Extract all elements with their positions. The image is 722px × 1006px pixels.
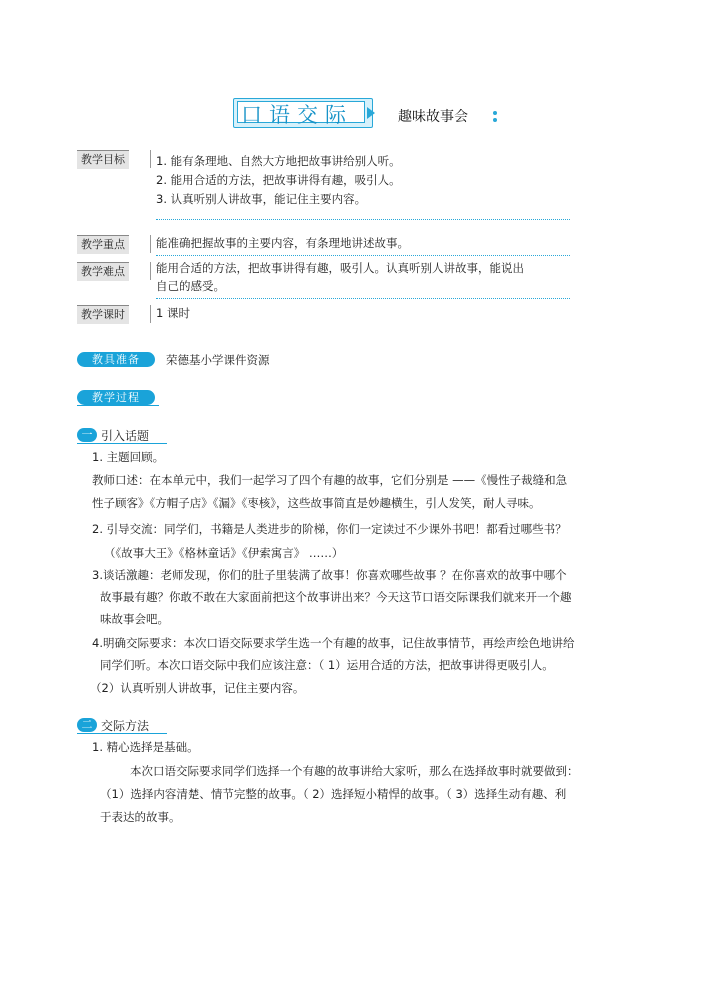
hours-label: 教学课时 [77, 305, 129, 324]
banner-title: 口语交际 [241, 103, 353, 127]
section1-line-3: 性子顾客》《方帽子店》《漏》《枣核》，这些故事简直是妙趣横生，引人发笑，耐人寻味。 [92, 496, 541, 510]
divider-dotted [156, 219, 570, 220]
key-point-separator [150, 235, 151, 253]
section2-line-3: （1）选择内容清楚、情节完整的故事。（ 2）选择短小精悍的故事。（ 3）选择生动有趣、利 [100, 787, 567, 801]
divider-dotted [156, 255, 570, 256]
lesson-subtitle: 趣味故事会 [398, 109, 468, 125]
goal-item-2: 2. 能用合适的方法，把故事讲得有趣，吸引人。 [156, 173, 401, 187]
section1-line-10: 同学们听。本次口语交际中我们应该注意：（ 1）运用合适的方法，把故事讲得更吸引人。 [100, 658, 554, 672]
section2-line-1: 1. 精心选择是基础。 [92, 740, 199, 754]
process-pill: 教学过程 [77, 390, 155, 405]
section1-line-2: 教师口述：在本单元中，我们一起学习了四个有趣的故事，它们分别是 ——《慢性子裁缝和急 [92, 473, 568, 487]
section1-line-9: 4.明确交际要求：本次口语交际要求学生选一个有趣的故事，记住故事情节，再绘声绘色地讲给 [92, 636, 575, 650]
section1-line-7: 故事最有趣？你敢不敢在大家面前把这个故事讲出来？今天这节口语交际课我们就来开一个趣 [100, 590, 572, 604]
colon-dots-icon [492, 106, 498, 124]
prep-text: 荣德基小学课件资源 [166, 353, 270, 367]
difficulty-separator [150, 262, 151, 280]
section2-line-4: 于表达的故事。 [100, 810, 181, 824]
divider-dotted [156, 298, 570, 299]
difficulty-line-1: 能用合适的方法，把故事讲得有趣，吸引人。认真听别人讲故事，能说出 [156, 261, 524, 275]
lesson-banner [233, 98, 376, 128]
section1-line-8: 味故事会吧。 [100, 612, 169, 626]
goal-item-1: 1. 能有条理地、自然大方地把故事讲给别人听。 [156, 154, 401, 168]
goal-item-3: 3. 认真听别人讲故事，能记住主要内容。 [156, 192, 367, 206]
key-point-text: 能准确把握故事的主要内容，有条理地讲述故事。 [156, 236, 409, 250]
hours-separator [150, 305, 151, 323]
section2-title: 交际方法 [101, 719, 150, 733]
section1-line-4: 2. 引导交流：同学们，书籍是人类进步的阶梯，你们一定读过不少课外书吧！都看过哪些书？ [92, 522, 567, 536]
goals-separator [150, 150, 151, 168]
prep-pill: 教具准备 [77, 352, 155, 367]
hours-text: 1 课时 [156, 306, 190, 320]
process-underline [77, 405, 159, 406]
section1-badge: 一 [77, 428, 97, 442]
section2-underline [77, 733, 167, 734]
section1-line-1: 1. 主题回顾。 [92, 450, 165, 464]
section1-title: 引入话题 [101, 429, 150, 443]
section1-underline [77, 443, 167, 444]
banner-arrow-icon [367, 107, 375, 119]
section1-line-6: 3.谈话激趣：老师发现，你们的肚子里装满了故事！你喜欢哪些故事 ？在你喜欢的故事中哪个 [92, 568, 567, 582]
section1-line-5: （《故事大王》《格林童话》《伊索寓言》 ……） [104, 546, 344, 560]
section2-line-2: 本次口语交际要求同学们选择一个有趣的故事讲给大家听，那么在选择故事时就要做到： [130, 764, 579, 778]
section2-badge: 二 [77, 718, 97, 732]
section1-line-11: （2）认真听别人讲故事，记住主要内容。 [90, 681, 305, 695]
key-point-label: 教学重点 [77, 235, 129, 254]
difficulty-label: 教学难点 [77, 262, 129, 281]
goals-label: 教学目标 [77, 150, 129, 169]
difficulty-line-2: 自己的感受。 [156, 279, 225, 293]
